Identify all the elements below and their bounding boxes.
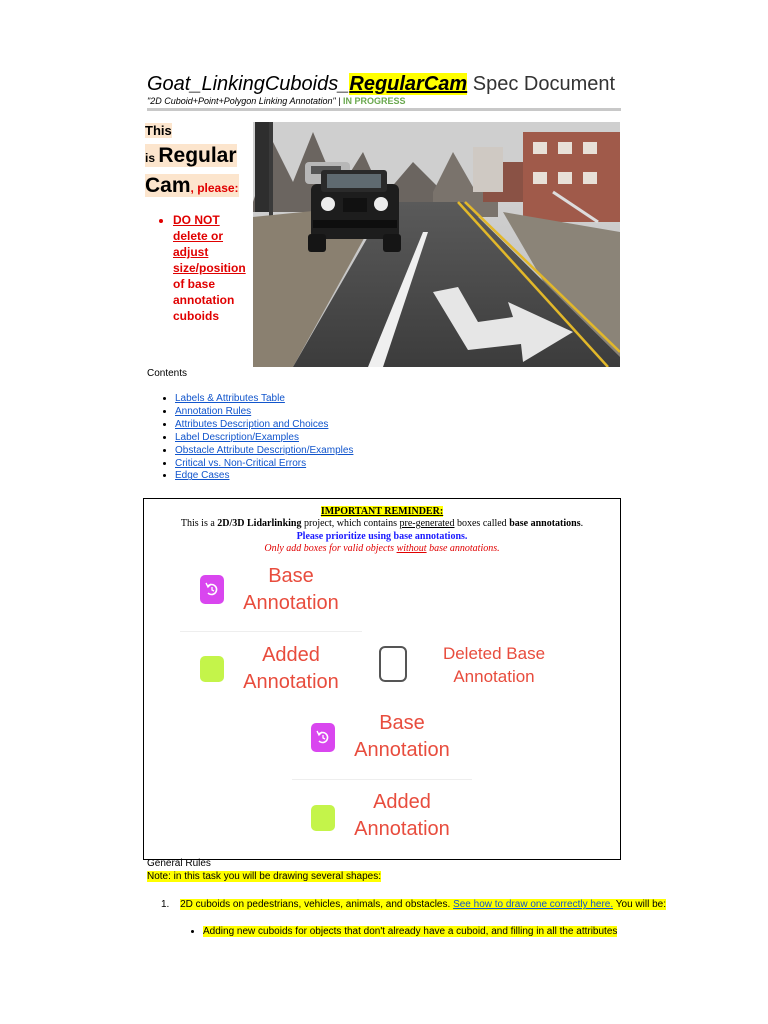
warning-link[interactable]: DO NOT delete or adjust size/position [173, 213, 246, 275]
toc-item [175, 419, 353, 432]
legend-base-annotation: Base Annotation [243, 565, 339, 614]
reminder-line-only-add: Only add boxes for valid objects without base annotations. [264, 543, 500, 554]
page-title [147, 73, 615, 96]
reminder-line-prioritize: Please prioritize using base annotations. [296, 531, 468, 542]
toc-link-attributes-description[interactable]: Attributes Description and Choices [175, 418, 329, 430]
general-rules-heading: General Rules [147, 858, 211, 869]
important-reminder-box [143, 498, 621, 860]
title-divider [147, 108, 621, 111]
toc-link-annotation-rules[interactable]: Annotation Rules [175, 405, 252, 417]
toc-item [175, 406, 353, 419]
rule-sublist [175, 926, 617, 937]
toc-link-critical-errors[interactable]: Critical vs. Non-Critical Errors [175, 457, 307, 469]
added-annotation-icon [311, 805, 335, 831]
legend-added-annotation: Added Annotation [354, 791, 450, 840]
toc-item [175, 458, 353, 471]
reminder-title: IMPORTANT REMINDER: [320, 506, 444, 517]
status-badge: IN PROGRESS [343, 96, 406, 106]
rules-note: Note: in this task you will be drawing several shapes: [147, 871, 382, 882]
side-note-cam: Cam [145, 174, 191, 197]
legend-added-annotation: Added Annotation [243, 644, 339, 693]
history-icon [200, 575, 224, 604]
subtitle [147, 96, 406, 106]
toc-item [175, 470, 353, 483]
warning-list [145, 212, 257, 324]
rule-list [147, 899, 666, 910]
title-project: Goat_LinkingCuboids_ [147, 73, 350, 95]
side-note-this: This [145, 123, 172, 138]
table-of-contents [147, 393, 353, 483]
subtitle-text: "2D Cuboid+Point+Polygon Linking Annotation" | [147, 96, 344, 106]
side-note-please: , please: [190, 181, 239, 195]
history-icon [311, 723, 335, 752]
base-annotation-icon [200, 575, 224, 604]
list-item: • Adding new cuboids for objects that don't already have a cuboid, and filling in all the attributes [203, 926, 617, 937]
street-scene-image [253, 122, 620, 367]
rule-item-you-will-be: You will be: [613, 899, 666, 910]
toc-item [175, 393, 353, 406]
legend-divider [180, 631, 362, 632]
deleted-annotation-icon [379, 646, 407, 682]
side-note-regular: Regular [158, 144, 237, 167]
warning-item [173, 212, 257, 324]
contents-heading: Contents [147, 368, 188, 379]
toc-link-labels-attributes[interactable]: Labels & Attributes Table [175, 393, 285, 404]
title-doc: Spec Document [467, 73, 616, 95]
draw-correctly-link[interactable]: See how to draw one correctly here. [453, 899, 614, 910]
street-photo [253, 122, 620, 367]
legend-divider [292, 779, 472, 780]
side-note [145, 122, 257, 324]
reminder-line-project: This is a 2D/3D Lidarlinking project, which contains pre-generated boxes called base annotations. [180, 518, 584, 529]
rule-item-cuboids: 2D cuboids on pedestrians, vehicles, animals, and obstacles. [180, 899, 454, 910]
warning-rest: of base annotation cuboids [173, 277, 235, 323]
legend-base-annotation: Base Annotation [354, 712, 450, 761]
rule-number: 1. [161, 899, 170, 910]
toc-link-obstacle-attribute[interactable]: Obstacle Attribute Description/Examples [175, 444, 354, 456]
legend-deleted-base-annotation: Deleted Base Annotation [442, 644, 546, 686]
toc-link-edge-cases[interactable]: Edge Cases [175, 470, 230, 482]
toc-link-label-description[interactable]: Label Description/Examples [175, 431, 299, 443]
toc-item [175, 445, 353, 458]
side-note-is: is [145, 151, 159, 165]
added-annotation-icon [200, 656, 224, 682]
base-annotation-icon [311, 723, 335, 752]
toc-item [175, 432, 353, 445]
title-camera: RegularCam [349, 73, 468, 95]
